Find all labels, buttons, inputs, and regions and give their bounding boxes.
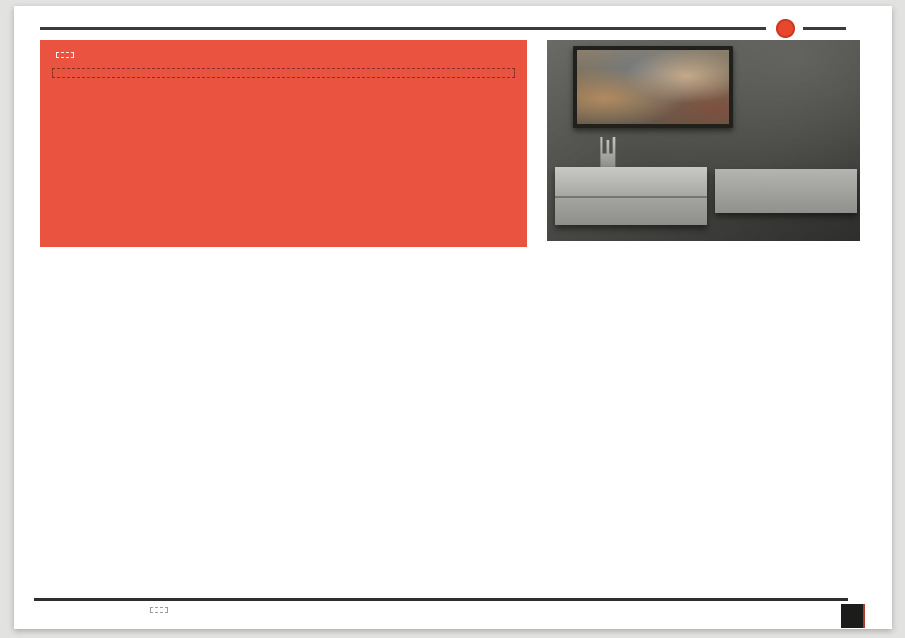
cabinet-right	[715, 169, 857, 213]
candelabra-decoration	[597, 137, 631, 167]
footer-company-info	[150, 607, 168, 613]
lifestyle-photo	[547, 40, 860, 241]
series-panel	[40, 40, 527, 247]
series-title	[56, 52, 74, 58]
catalog-page	[14, 6, 892, 629]
series-feature-list	[52, 68, 515, 78]
lightning-bolt-icon	[776, 19, 795, 38]
page-number	[841, 604, 865, 628]
cabinet-left	[555, 167, 707, 225]
footer-rule	[34, 598, 848, 601]
wall-painting	[573, 46, 733, 128]
header-rule	[40, 27, 846, 30]
brand-logo	[766, 16, 803, 40]
